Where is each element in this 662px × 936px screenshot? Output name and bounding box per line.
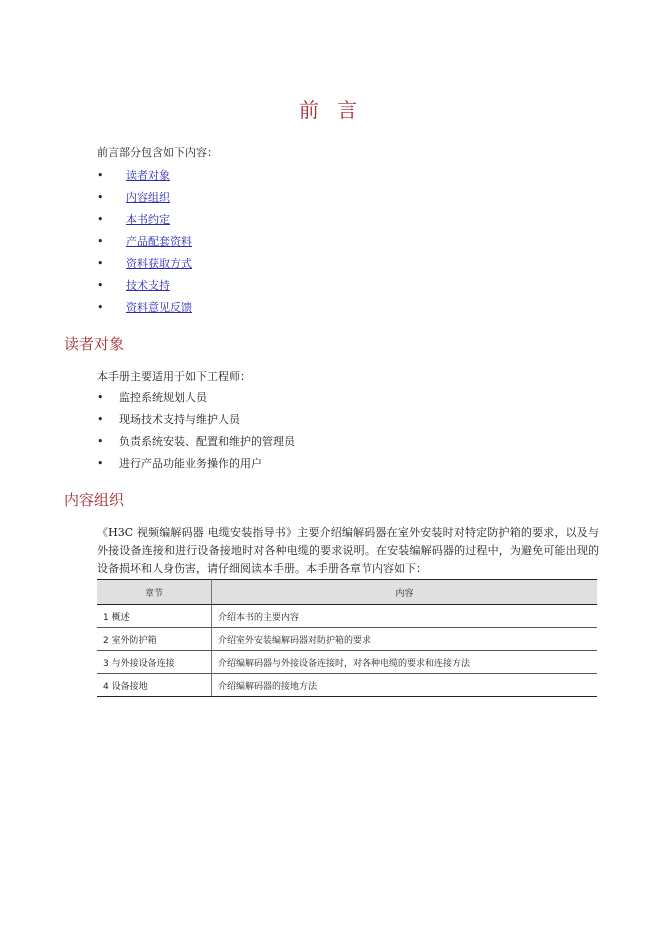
table-cell-chapter: 3 与外接设备连接 — [97, 651, 212, 674]
table-cell-content: 介绍本书的主要内容 — [212, 605, 598, 628]
bullet-icon: • — [97, 413, 104, 426]
list-item-text: 负责系统安装、配置和维护的管理员 — [119, 435, 295, 448]
table-row — [97, 628, 597, 651]
bullet-icon: • — [97, 435, 104, 448]
list-item — [97, 254, 192, 276]
table-cell-content: 介绍室外安装编解码器对防护箱的要求 — [212, 628, 598, 651]
list-item-text: 进行产品功能业务操作的用户 — [119, 457, 262, 470]
list-item-text: 现场技术支持与维护人员 — [119, 413, 240, 426]
table-row — [97, 605, 597, 628]
chapter-table — [97, 579, 597, 697]
preface-intro: 前言部分包含如下内容： — [97, 146, 218, 159]
list-item — [97, 166, 192, 188]
readers-heading: 读者对象 — [64, 335, 125, 353]
contents-paragraph: 《H3C 视频编解码器 电缆安装指导书》主要介绍编解码器在室外安装时对特定防护箱的要求，以及与外接设备连接和进行设备接地时对各种电缆的要求说明。在安装编解码器的过程中，为避免可能出现的设备损坏和人身伤害，请仔细阅读本手册。本手册各章节内容如下： — [97, 526, 599, 575]
preface-link-list — [97, 166, 192, 320]
bullet-icon: • — [97, 279, 104, 292]
list-item — [97, 410, 295, 432]
list-item-text: 监控系统规划人员 — [119, 391, 207, 404]
list-item — [97, 454, 295, 476]
bullet-icon: • — [97, 169, 104, 182]
list-item — [97, 276, 192, 298]
column-header-chapter: 章节 — [97, 580, 212, 605]
list-item — [97, 232, 192, 254]
readers-intro: 本手册主要适用于如下工程师： — [97, 370, 251, 383]
table-cell-chapter: 4 设备接地 — [97, 674, 212, 697]
link-documentation[interactable]: 产品配套资料 — [126, 235, 192, 248]
list-item — [97, 210, 192, 232]
readers-list — [97, 388, 295, 476]
column-header-content: 内容 — [212, 580, 598, 605]
link-obtaining-docs[interactable]: 资料获取方式 — [126, 257, 192, 270]
bullet-icon: • — [97, 191, 104, 204]
bullet-icon: • — [97, 257, 104, 270]
link-feedback[interactable]: 资料意见反馈 — [126, 301, 192, 314]
link-contents[interactable]: 内容组织 — [126, 191, 170, 204]
bullet-icon: • — [97, 391, 104, 404]
list-item — [97, 298, 192, 320]
table-cell-chapter: 1 概述 — [97, 605, 212, 628]
table-cell-chapter: 2 室外防护箱 — [97, 628, 212, 651]
bullet-icon: • — [97, 301, 104, 314]
table-header-row — [97, 580, 597, 605]
table-cell-content: 介绍编解码器的接地方法 — [212, 674, 598, 697]
bullet-icon: • — [97, 213, 104, 226]
bullet-icon: • — [97, 457, 104, 470]
list-item — [97, 432, 295, 454]
table-row — [97, 674, 597, 697]
link-conventions[interactable]: 本书约定 — [126, 213, 170, 226]
bullet-icon: • — [97, 235, 104, 248]
list-item — [97, 188, 192, 210]
page-title: 前 言 — [298, 98, 364, 122]
table-row — [97, 651, 597, 674]
contents-heading: 内容组织 — [64, 491, 125, 509]
link-tech-support[interactable]: 技术支持 — [126, 279, 170, 292]
list-item — [97, 388, 295, 410]
link-readers[interactable]: 读者对象 — [126, 169, 170, 182]
table-cell-content: 介绍编解码器与外接设备连接时，对各种电缆的要求和连接方法 — [212, 651, 598, 674]
